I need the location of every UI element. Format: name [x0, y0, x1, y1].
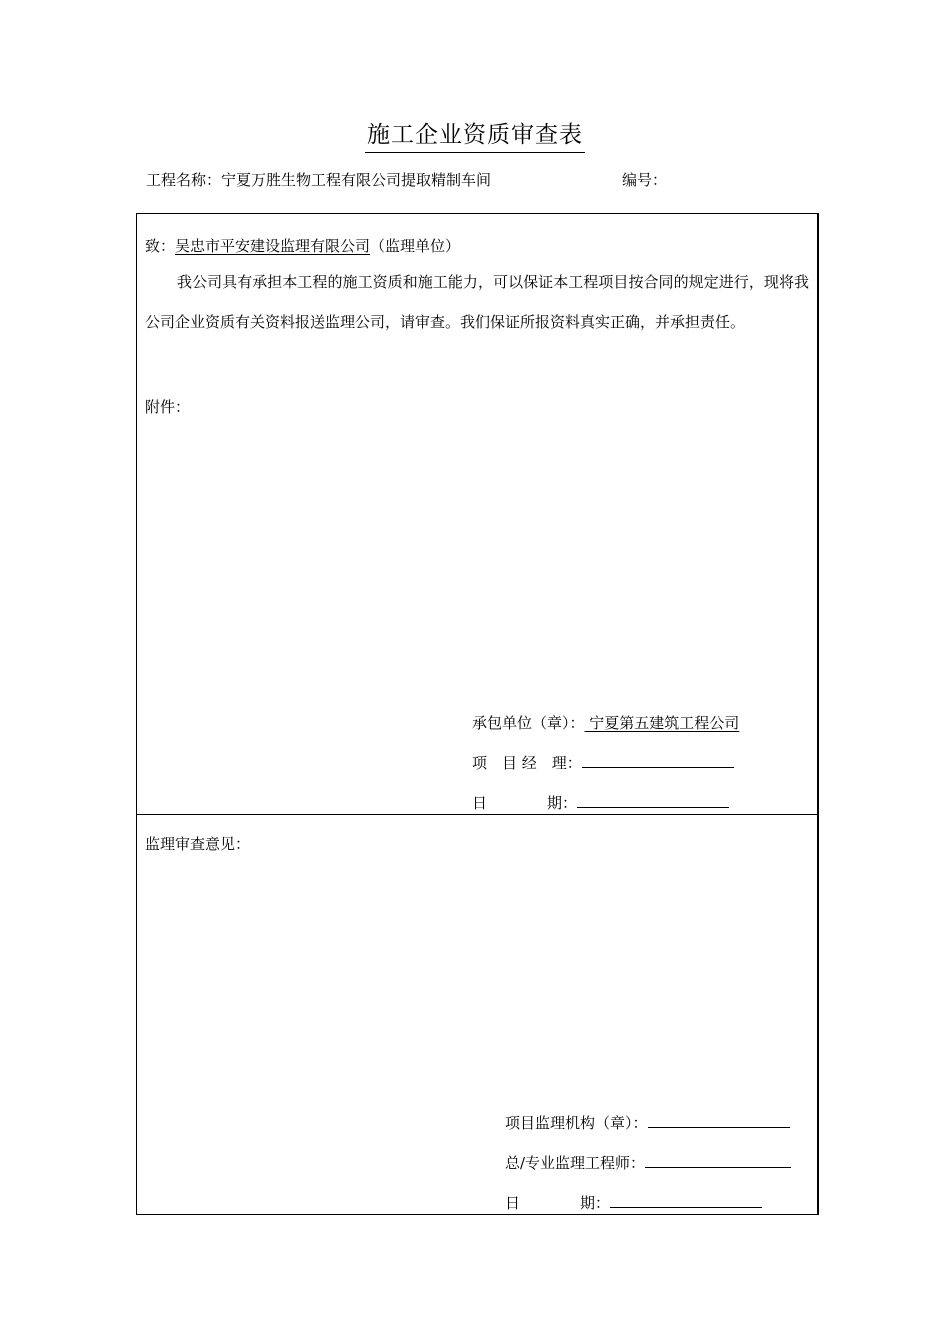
addressee-line [145, 235, 460, 256]
document-number [622, 169, 667, 190]
supervising-engineer-line [505, 1152, 791, 1173]
contractor-line [472, 712, 739, 733]
contractor-date-blank[interactable] [577, 793, 729, 808]
supervising-engineer-blank[interactable] [645, 1153, 791, 1168]
contractor-name: 宁夏第五建筑工程公司 [584, 714, 740, 732]
project-name: 宁夏万胜生物工程有限公司提取精制车间 [221, 171, 492, 189]
supervisor-company: 吴忠市平安建设监理有限公司 [175, 237, 371, 255]
form-table [136, 213, 819, 1215]
project-label: 工程名称： [146, 171, 222, 189]
supervision-opinion-label: 监理审查意见： [145, 835, 251, 853]
contractor-label: 承包单位（章）： [472, 714, 585, 732]
section-divider [137, 814, 817, 815]
supervision-date-blank[interactable] [610, 1193, 762, 1208]
contractor-date-label: 日 期： [472, 794, 578, 812]
supervising-engineer-label: 总/专业监理工程师： [505, 1154, 646, 1172]
supervision-org-blank[interactable] [648, 1113, 790, 1128]
number-label: 编号： [622, 171, 668, 189]
to-prefix: 致： [145, 237, 176, 255]
supervision-org-line [505, 1112, 790, 1133]
document-title-text: 施工企业资质审查表 [365, 116, 585, 153]
supervision-date-label: 日 期： [505, 1194, 611, 1212]
declaration-paragraph: 我公司具有承担本工程的施工资质和施工能力，可以保证本工程项目按合同的规定进行，现将我公司企业资质有关资料报送监理公司，请审查。我们保证所报资料真实正确，并承担责任。 [145, 273, 809, 331]
supervision-date-line [505, 1192, 762, 1213]
project-manager-line [472, 752, 734, 773]
project-name-line [146, 169, 491, 190]
document-title [0, 116, 950, 153]
attachment-label: 附件： [145, 398, 191, 416]
supervisor-suffix: （监理单位） [370, 237, 461, 255]
pm-label: 项 目 经 理： [472, 754, 582, 772]
pm-signature-blank[interactable] [582, 753, 734, 768]
supervision-org-label: 项目监理机构（章）： [505, 1114, 648, 1132]
contractor-date-line [472, 792, 729, 813]
